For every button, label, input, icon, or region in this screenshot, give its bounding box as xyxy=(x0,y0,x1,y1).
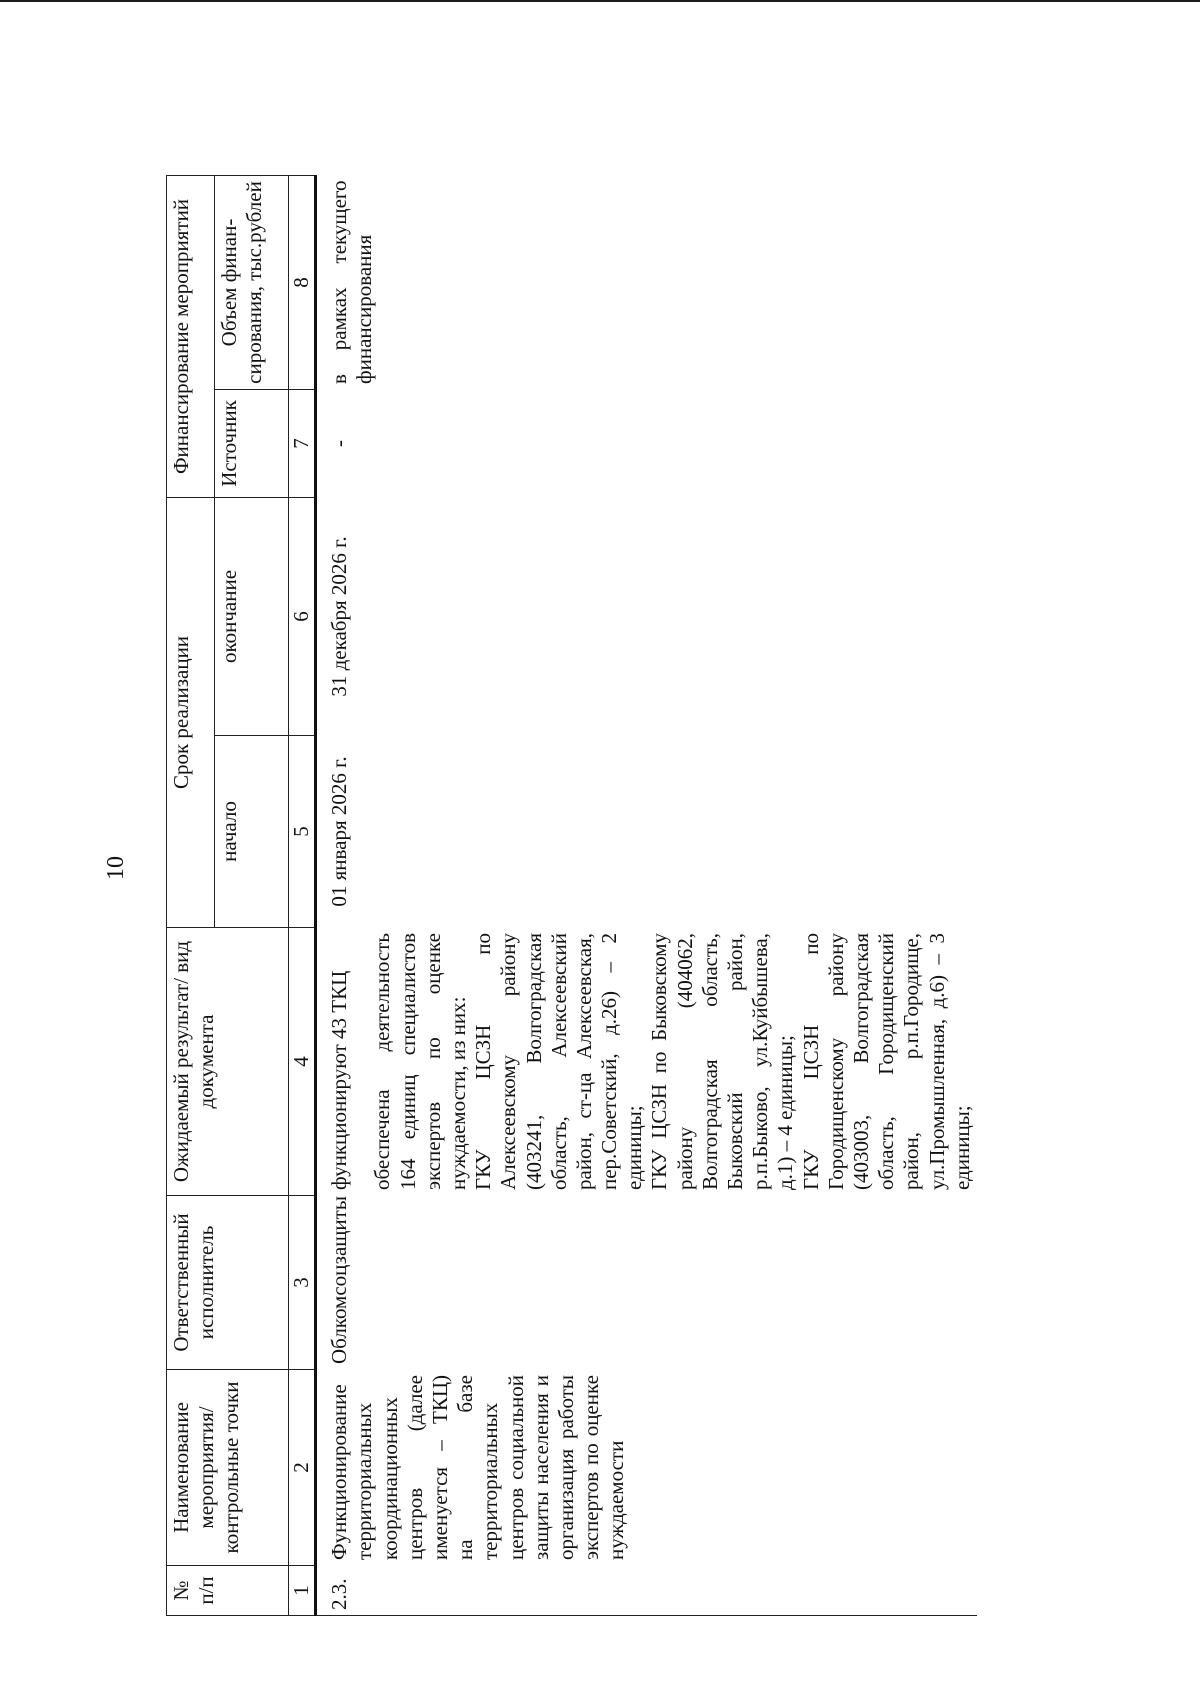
table-body xyxy=(316,176,977,1616)
header-source: Источник xyxy=(215,390,289,498)
index-cell: 2 xyxy=(289,1370,316,1566)
page-number: 10 xyxy=(103,856,129,880)
result-line-2: обеспечена деятельность 164 единиц специалистов экспертов по оценке нуждаемости, из них: xyxy=(370,933,470,1190)
header-responsible: Ответственный исполнитель xyxy=(167,1196,289,1370)
header-result: Ожидаемый результат/ вид документа xyxy=(167,928,289,1196)
index-cell: 4 xyxy=(289,928,316,1196)
header-period-group: Срок реализации xyxy=(167,498,215,928)
row-result xyxy=(316,928,977,1196)
index-cell: 5 xyxy=(289,736,316,928)
row-name: Функционирование территориальных координационных центров (далее именуется – ТКЦ) на базе территориальных центров социальной защиты населения и организация работы экспертов по оценке нуждаемости xyxy=(327,1375,629,1560)
header-num: № п/п xyxy=(167,1566,289,1616)
result-item: ГКУ ЦСЗН по Городищенскому району (403003, Волгоградская область, Городищенский район, р.п.Городище, ул.Промышленная, д.6) – 3 единицы; xyxy=(798,933,974,1190)
index-cell: 6 xyxy=(289,498,316,736)
row-volume: в рамках текущего финансирования xyxy=(327,180,377,384)
result-line-1: функционируют 43 ТКЦ xyxy=(327,970,352,1190)
row-number: 2.3. xyxy=(316,1566,977,1616)
table-row xyxy=(316,176,977,1616)
index-cell: 1 xyxy=(289,1566,316,1616)
index-cell: 7 xyxy=(289,390,316,498)
index-cell: 8 xyxy=(289,176,316,390)
rotated-table-container xyxy=(166,176,1151,1616)
result-item: ГКУ ЦСЗН по Алексеевскому району (403241, Волгоградская область, Алексеевский район, ст-ца Алексеевская, пер.Советский, д.26) – 2 единицы; xyxy=(471,933,647,1190)
table-header xyxy=(167,176,289,1616)
header-start: начало xyxy=(215,736,289,928)
row-source: - xyxy=(327,440,352,447)
row-responsible: Облкомсоцзащиты xyxy=(327,1196,352,1364)
action-plan-table xyxy=(166,175,977,1616)
row-end: 31 декабря 2026 г. xyxy=(327,536,352,697)
header-end: окончание xyxy=(215,498,289,736)
row-start: 01 января 2026 г. xyxy=(327,756,352,907)
page-top-border xyxy=(0,0,1200,2)
result-spacer xyxy=(352,933,370,1190)
result-item: ГКУ ЦСЗН по Быковскому району (404062, Волгоградская область, Быковский район, р.п.Быково, ул.Куйбышева, д.1) – 4 единицы; xyxy=(647,933,798,1190)
column-index-row xyxy=(289,176,316,1616)
header-finance-group: Финансирование мероприятий xyxy=(167,176,215,498)
header-volume: Объем финан-сирования, тыс.рублей xyxy=(215,176,289,390)
index-cell: 3 xyxy=(289,1196,316,1370)
header-name: Наименование мероприятия/ контрольные точки xyxy=(167,1370,289,1566)
